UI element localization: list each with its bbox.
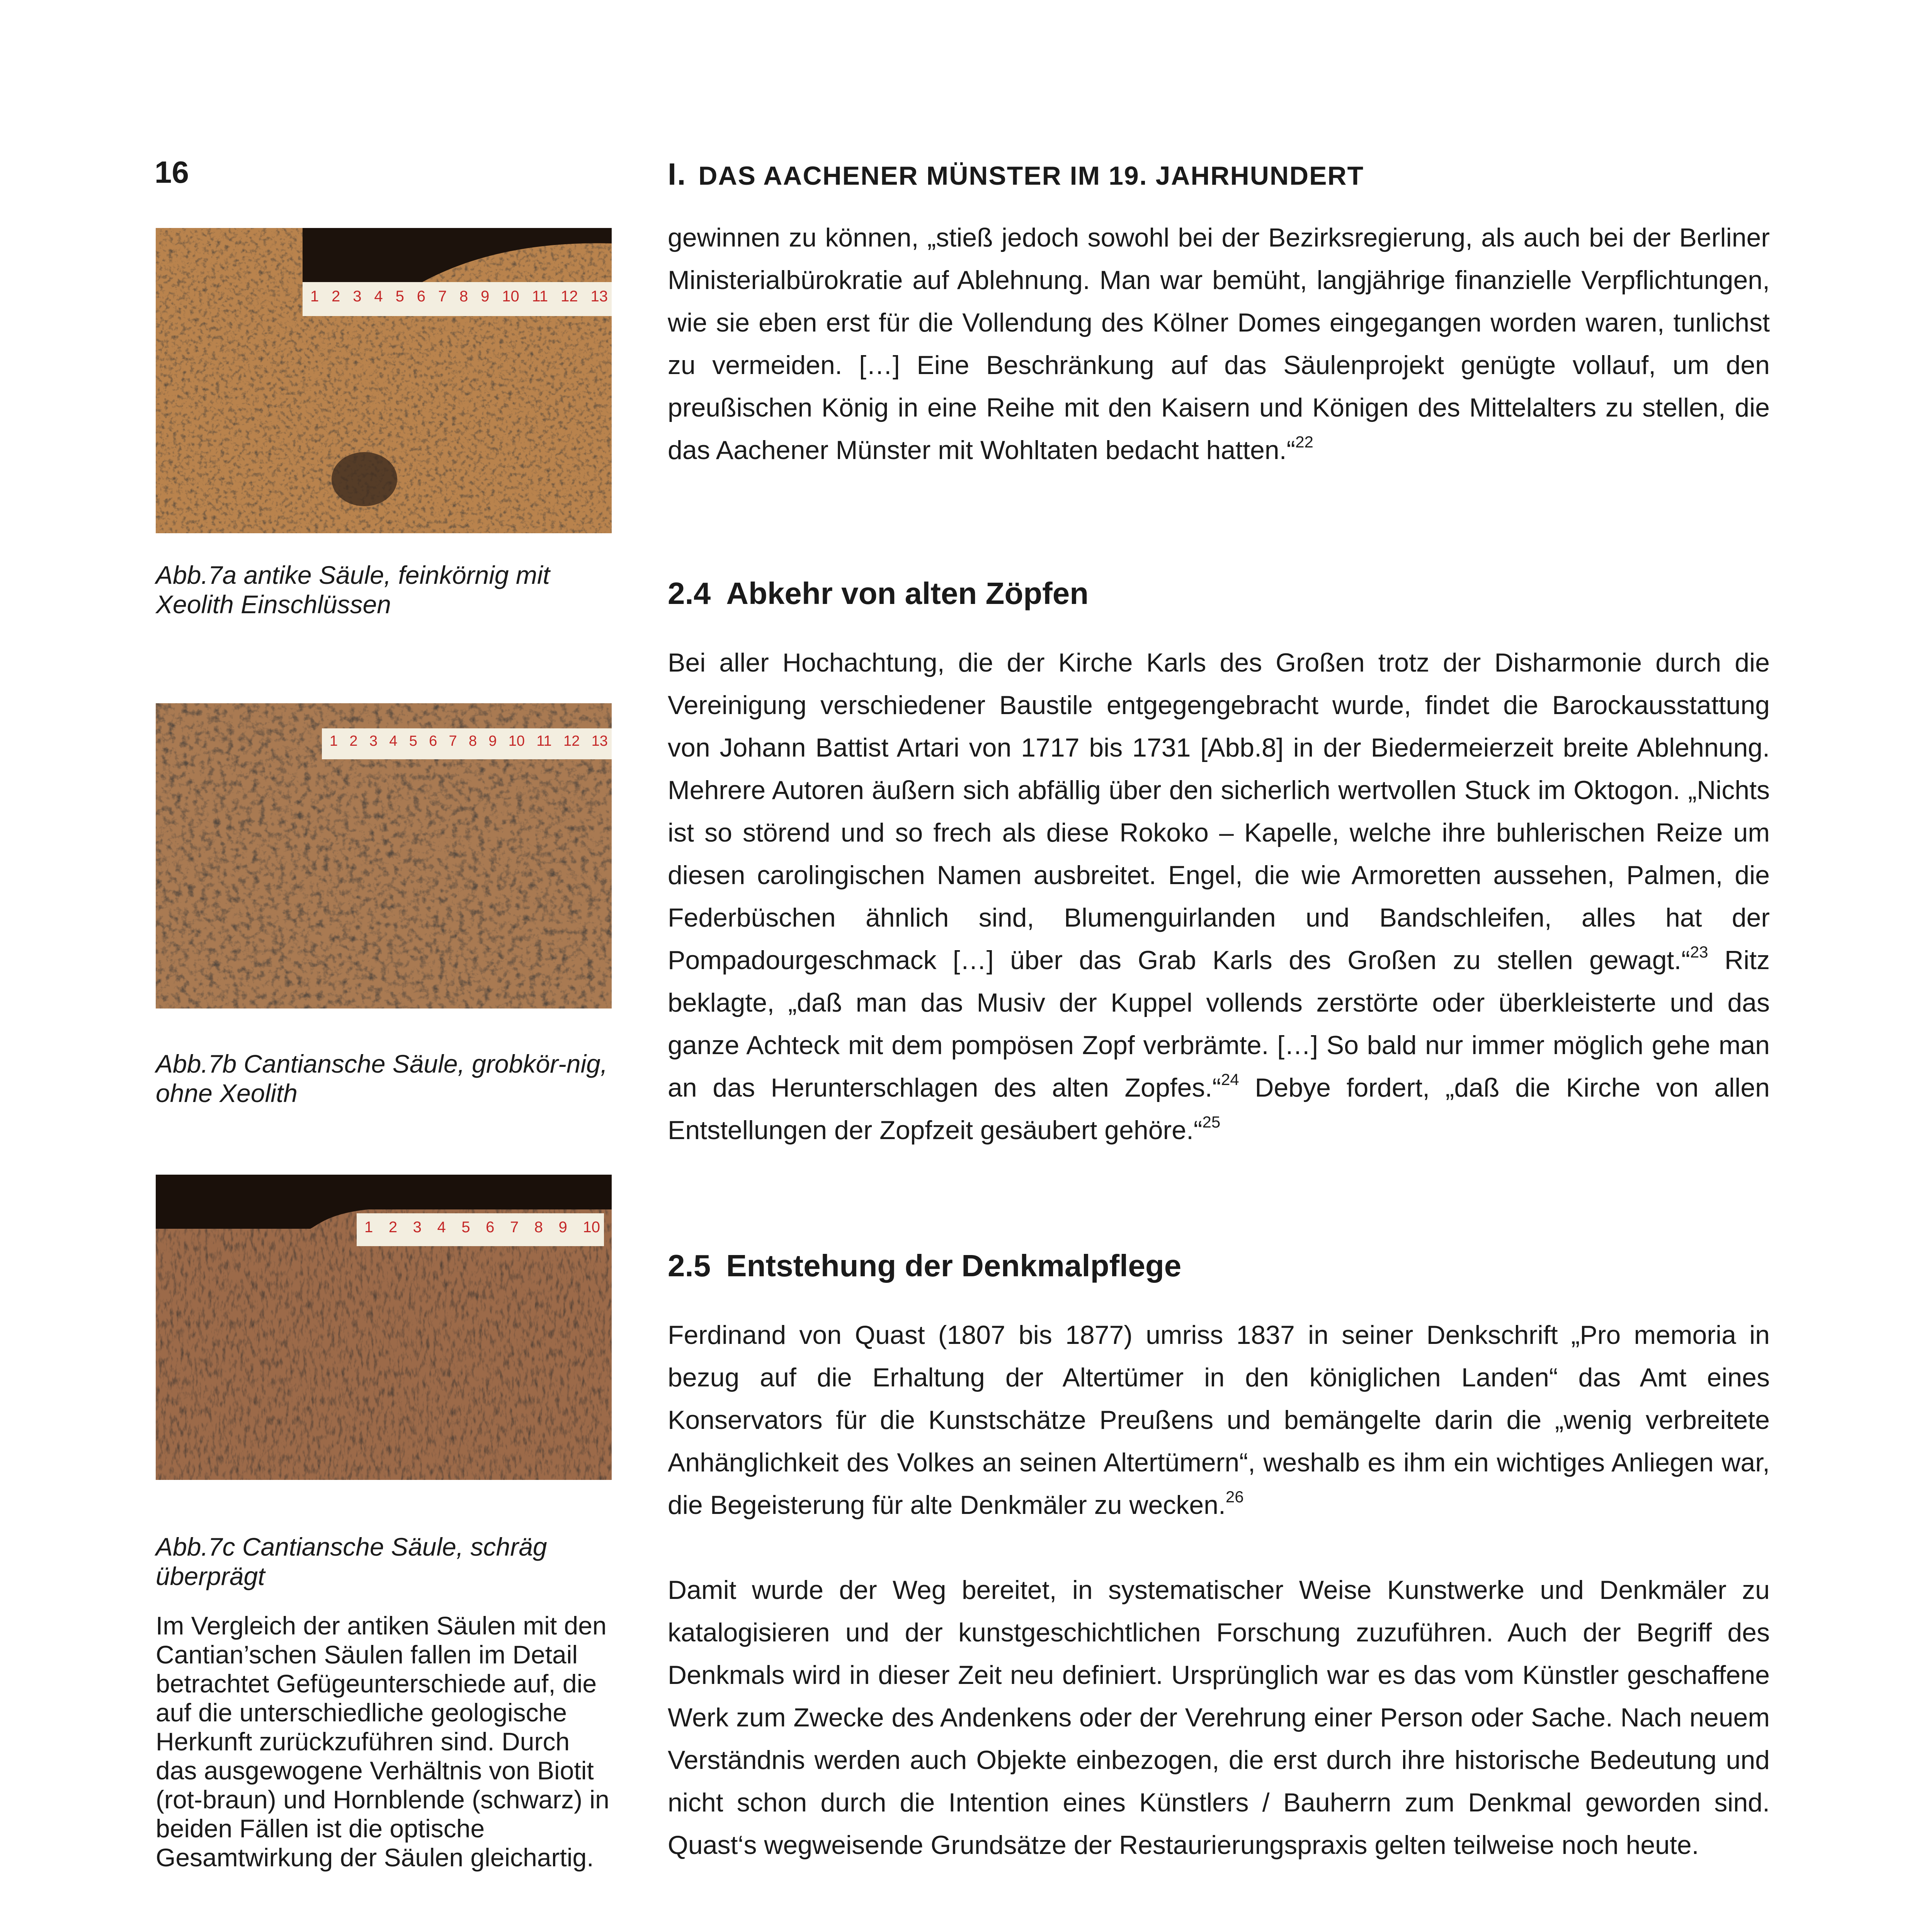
ruler-number: 8 <box>468 733 477 749</box>
paragraph-text: Ritz beklagte, „daß man das Musiv der Kuppel vollends zerstörte oder überkleisterte und das ganze Achteck mit dem pompösen Zopf verbrämte. […] So bald nur immer möglich gehe man an das Herunterschlagen des alten Zopfes.“ <box>668 946 1770 1102</box>
paragraph-text: Damit wurde der Weg bereitet, in systematischer Weise Kunstwerke und Denkmäler zu katalogisieren und der kunstgeschichtlichen Forschung zuzuführen. Auch der Begriff des Denkmals wird in dieser Zeit neu definiert. Ursprünglich war es das vom Künstler geschaffene Werk zum Zwecke des Andenkens oder der Verehrung einer Person oder Sache. Nach neuem Verständnis werden auch Objekte einbezogen, die erst durch ihre historische Bedeutung und nicht schon durch die Intention eines Künstlers / Bauherrn zum Denkmal geworden sind. Quast‘s wegweisende Grundsätze der Restaurierungspraxis gelten teilweise noch heute. <box>668 1575 1770 1860</box>
ruler-number: 4 <box>374 288 383 305</box>
footnote-reference: 22 <box>1295 433 1313 451</box>
ruler-number: 7 <box>510 1219 519 1236</box>
figure-7c-photo <box>156 1175 612 1480</box>
measuring-ruler <box>357 1213 604 1246</box>
running-head <box>668 156 1364 192</box>
ruler-numbers <box>330 733 608 755</box>
paragraph-text: Bei aller Hochachtung, die der Kirche Karls des Großen trotz der Disharmonie durch die Vereinigung verschiedener Baustile entgegengebracht wurde, findet die Barockausstattung von Johann Battist Artari von 1717 bis 1731 [Abb.8] in der Biedermeierzeit breite Ablehnung. Mehrere Autoren äußern sich abfällig über den sicherlich wertvollen Stuck im Oktogon. „Nichts ist so störend und so frech als diese Rokoko – Kapelle, welche ihre buhlerischen Reize um diesen carolingischen Namen ausbreitet. Engel, die wie Armoretten aussehen, Palmen, die Federbüschen ähnlich sind, Blumenguirlanden und Bandschleifen, alles hat der Pompadourgeschmack […] über das Grab Karls des Großen zu stellen gewagt.“ <box>668 648 1770 975</box>
section-title: Abkehr von alten Zöpfen <box>726 576 1089 611</box>
ruler-number: 11 <box>536 733 552 749</box>
figure-7b-caption: Abb.7b Cantiansche Säule, grobkör-nig, ohne Xeolith <box>156 1049 608 1107</box>
ruler-number: 7 <box>438 288 447 305</box>
section-heading-2-5 <box>668 1248 1181 1284</box>
figure-7a-caption: Abb.7a antike Säule, feinkörnig mit Xeolith Einschlüssen <box>156 561 550 619</box>
ruler-number: 3 <box>369 733 378 749</box>
ruler-number: 5 <box>461 1219 470 1236</box>
ruler-number: 6 <box>429 733 437 749</box>
side-note: Im Vergleich der antiken Säulen mit den Cantian’schen Säulen fallen im Detail betrachtet Gefügeunterschiede auf, die auf die unterschiedliche geologische Herkunft zurückzuführen sind. Durch das ausgewogene Verhältnis von Biotit (rot-braun) und Hornblende (schwarz) in beiden Fällen ist die optische Gesamtwirkung der Säulen gleichartig. <box>156 1611 609 1872</box>
section-number: 2.4 <box>668 576 711 611</box>
figure-7b-photo <box>156 703 612 1009</box>
paragraph-text: Debye fordert, „daß die Kirche von allen Entstellungen der Zopfzeit gesäubert gehöre.“ <box>668 1073 1770 1145</box>
ruler-number: 8 <box>459 288 468 305</box>
ruler-number: 5 <box>395 288 404 305</box>
chapter-roman-numeral: I. <box>668 157 687 191</box>
ruler-number: 10 <box>508 733 525 749</box>
ruler-number: 9 <box>558 1219 567 1236</box>
chapter-title: DAS AACHENER MÜNSTER IM 19. JAHRHUNDERT <box>698 161 1364 190</box>
ruler-number: 1 <box>310 288 319 305</box>
section-title: Entstehung der Denkmalpflege <box>726 1248 1182 1283</box>
granite-texture-7a <box>156 228 612 533</box>
paragraph-text: Ferdinand von Quast (1807 bis 1877) umriss 1837 in seiner Denkschrift „Pro memoria in bezug auf die Erhaltung der Altertümer in den königlichen Landen“ das Amt eines Konservators für die Kunstschätze Preußens und bemängelte darin die „wenig verbreitete Anhänglichkeit des Volkes an seinen Altertümern“, weshalb es ihm ein wichtiges Anliegen war, die Begeisterung für alte Denkmäler zu wecken. <box>668 1320 1770 1520</box>
ruler-number: 1 <box>330 733 338 749</box>
ruler-number: 2 <box>332 288 340 305</box>
footnote-reference: 25 <box>1202 1113 1221 1131</box>
section-2-4-paragraph <box>668 641 1770 1151</box>
ruler-numbers <box>364 1219 600 1241</box>
ruler-number: 13 <box>591 733 608 749</box>
ruler-number: 6 <box>486 1219 495 1236</box>
section-heading-2-4 <box>668 576 1089 611</box>
ruler-number: 12 <box>563 733 580 749</box>
ruler-number: 5 <box>409 733 417 749</box>
ruler-numbers <box>310 288 608 310</box>
ruler-number: 1 <box>364 1219 373 1236</box>
ruler-number: 9 <box>481 288 490 305</box>
ruler-number: 6 <box>417 288 425 305</box>
ruler-number: 2 <box>349 733 358 749</box>
section-2-5-paragraph-1 <box>668 1314 1770 1526</box>
paragraph-text: gewinnen zu können, „stieß jedoch sowohl bei der Bezirksregierung, als auch bei der Berliner Ministerialbürokratie auf Ablehnung. Man war bemüht, langjährige finanzielle Verpflichtungen, wie sie eben erst für die Vollendung des Kölner Domes eingegangen worden waren, tunlichst zu vermeiden. […] Eine Beschränkung auf das Säulenprojekt genügte vollauf, um den preußischen König in eine Reihe mit den Kaisern und Königen des Mittelalters zu stellen, die das Aachener Münster mit Wohltaten bedacht hatten.“ <box>668 223 1770 465</box>
ruler-number: 13 <box>590 288 608 305</box>
measuring-ruler <box>303 282 612 316</box>
ruler-number: 4 <box>437 1219 446 1236</box>
page-number: 16 <box>155 155 189 189</box>
ruler-number: 2 <box>388 1219 398 1236</box>
footnote-reference: 26 <box>1225 1488 1244 1506</box>
footnote-reference: 23 <box>1690 943 1708 961</box>
ruler-number: 11 <box>532 288 548 305</box>
ruler-number: 3 <box>413 1219 422 1236</box>
figure-7c-caption: Abb.7c Cantiansche Säule, schräg überprägt <box>156 1532 547 1590</box>
measuring-ruler <box>322 728 612 759</box>
ruler-number: 12 <box>561 288 578 305</box>
ruler-number: 8 <box>534 1219 543 1236</box>
ruler-number: 10 <box>502 288 519 305</box>
ruler-number: 7 <box>449 733 457 749</box>
section-number: 2.5 <box>668 1248 711 1283</box>
footnote-reference: 24 <box>1221 1070 1239 1088</box>
ruler-number: 3 <box>353 288 362 305</box>
ruler-number: 10 <box>583 1219 600 1236</box>
intro-paragraph <box>668 216 1770 471</box>
section-2-5-paragraph-2 <box>668 1569 1770 1866</box>
figure-7a-photo <box>156 228 612 533</box>
ruler-number: 4 <box>389 733 398 749</box>
ruler-number: 9 <box>488 733 497 749</box>
